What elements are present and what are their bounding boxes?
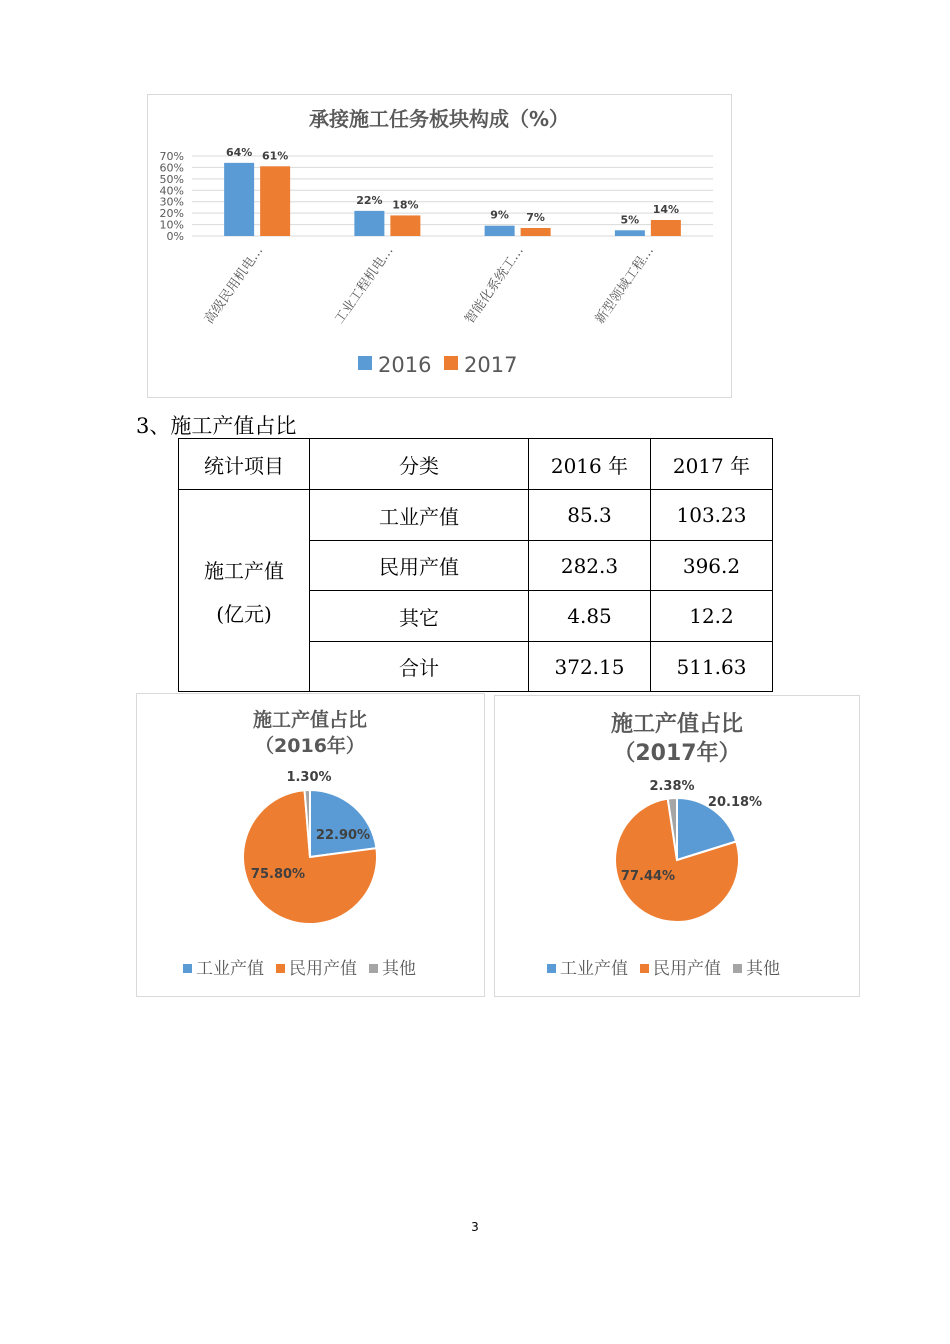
table-header-item: 统计项目 <box>179 439 310 490</box>
legend-swatch-1 <box>547 964 556 973</box>
y-tick-label: 40% <box>159 184 184 198</box>
y-tick-label: 10% <box>159 218 184 232</box>
table-cell-2017: 511.63 <box>651 642 773 692</box>
legend-swatch-3 <box>733 964 742 973</box>
pie-data-label: 77.44% <box>620 869 676 884</box>
y-tick-label: 50% <box>159 172 184 186</box>
pie-chart-2016 <box>137 694 484 996</box>
y-tick-label: 70% <box>159 150 184 163</box>
legend-label: 2016 <box>378 353 432 377</box>
table-cell-category: 其它 <box>310 591 529 642</box>
pie-subtitle: （2017年） <box>613 741 741 766</box>
bar-2016 <box>485 226 515 236</box>
y-tick-label: 0% <box>166 230 184 243</box>
table-cell-2017: 12.2 <box>651 591 773 642</box>
bar-data-label: 14% <box>652 203 680 216</box>
table-header-2017: 2017 年 <box>651 439 773 490</box>
legend-label: 工业产值 <box>560 959 628 979</box>
y-tick-label: 20% <box>159 207 184 221</box>
pie-title: 施工产值占比 <box>610 712 744 737</box>
x-category-label: 工业工程机电… <box>332 243 397 327</box>
pie-data-label: 22.90% <box>315 828 371 843</box>
bar-data-label: 7% <box>526 211 545 224</box>
pie-data-label: 1.30% <box>286 770 332 785</box>
table-header-2016: 2016 年 <box>529 439 651 490</box>
legend-label: 民用产值 <box>289 959 357 979</box>
page-number: 3 <box>471 1220 479 1234</box>
pie-data-label: 2.38% <box>649 779 695 794</box>
pie-subtitle: （2016年） <box>255 735 365 757</box>
pie-data-label: 20.18% <box>707 795 763 810</box>
bar-data-label: 9% <box>490 208 509 222</box>
legend-label: 其他 <box>746 959 780 979</box>
table-group-label <box>179 490 310 692</box>
table-cell-category: 民用产值 <box>310 541 529 591</box>
legend-label: 2017 <box>464 353 518 377</box>
bar-data-label: 64% <box>225 145 253 159</box>
bar-data-label: 18% <box>392 198 419 212</box>
table-cell-2016: 4.85 <box>529 591 651 642</box>
pie-chart-2017 <box>495 696 859 996</box>
table-group-label-line2: (亿元) <box>216 601 272 626</box>
table-cell-category: 工业产值 <box>310 490 529 541</box>
bar-chart <box>148 95 731 397</box>
bar-2016 <box>224 163 254 236</box>
bar-data-label: 5% <box>620 213 640 227</box>
bar-2017 <box>521 228 551 236</box>
table-group-label-line1: 施工产值 <box>204 558 284 583</box>
table-cell-category: 合计 <box>310 642 529 692</box>
pie-slice-1 <box>310 790 376 857</box>
legend-label: 民用产值 <box>653 959 721 979</box>
pie-chart-2016-container <box>136 693 485 997</box>
legend-label: 其他 <box>382 959 416 979</box>
table-cell-2016: 372.15 <box>529 642 651 692</box>
table-row <box>179 490 773 541</box>
legend-swatch-2017 <box>444 356 458 370</box>
bar-2017 <box>390 215 420 236</box>
bar-2016 <box>354 211 384 236</box>
bar-2017 <box>651 220 681 236</box>
pie-data-label: 75.80% <box>250 867 306 882</box>
bar-2017 <box>260 166 290 236</box>
legend-label: 工业产值 <box>196 959 264 979</box>
legend-swatch-1 <box>183 964 192 973</box>
output-value-table <box>178 438 773 692</box>
table-cell-2017: 396.2 <box>651 541 773 591</box>
legend-swatch-2 <box>276 964 285 973</box>
bar-chart-container <box>147 94 732 398</box>
pie-chart-2017-container <box>494 695 860 997</box>
table-cell-2016: 85.3 <box>529 490 651 541</box>
bar-2016 <box>615 230 645 236</box>
table-cell-2017: 103.23 <box>651 490 773 541</box>
x-category-label: 高级民用机电… <box>201 243 267 327</box>
bar-data-label: 61% <box>261 149 289 163</box>
section-heading: 3、施工产值占比 <box>136 414 297 438</box>
x-category-label: 智能化系统工… <box>462 243 527 327</box>
x-category-label: 新型领域工程… <box>592 243 658 327</box>
y-tick-label: 60% <box>159 161 184 175</box>
legend-swatch-2 <box>640 964 649 973</box>
table-cell-2016: 282.3 <box>529 541 651 591</box>
y-tick-label: 30% <box>159 195 184 209</box>
legend-swatch-3 <box>369 964 378 973</box>
pie-title: 施工产值占比 <box>252 709 368 731</box>
chart-title: 承接施工任务板块构成（%） <box>308 107 570 131</box>
table-header-category: 分类 <box>310 439 529 490</box>
legend-swatch-2016 <box>358 356 372 370</box>
bar-data-label: 22% <box>356 193 383 207</box>
